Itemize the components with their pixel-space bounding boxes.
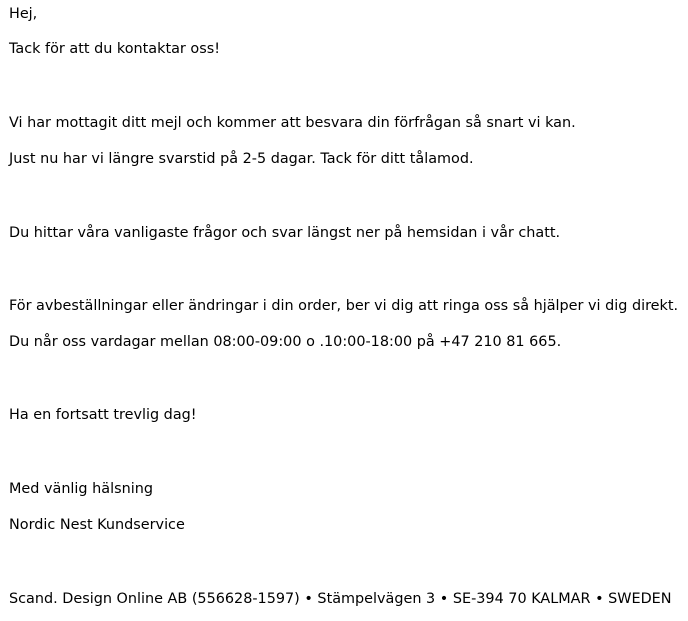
- faq-text: Du hittar våra vanligaste frågor och svar längst ner på hemsidan i vår chatt.: [9, 225, 561, 241]
- thanks-text: Tack för att du kontaktar oss!: [9, 41, 220, 57]
- hours-text: Du når oss vardagar mellan 08:00-09:00 o .10:00-18:00 på +47 210 81 665.: [9, 334, 562, 350]
- wait-time-text: Just nu har vi längre svarstid på 2-5 dagar. Tack för ditt tålamod.: [9, 151, 474, 167]
- footer-address: Scand. Design Online AB (556628-1597) • Stämpelvägen 3 • SE-394 70 KALMAR • SWEDEN: [9, 591, 672, 607]
- signature-text: Nordic Nest Kundservice: [9, 517, 185, 533]
- greeting-text: Hej,: [9, 6, 38, 22]
- signoff-text: Med vänlig hälsning: [9, 481, 153, 497]
- closing-text: Ha en fortsatt trevlig dag!: [9, 407, 197, 423]
- cancellations-text: För avbeställningar eller ändringar i din order, ber vi dig att ringa oss så hjälper vi dig direkt.: [9, 298, 679, 314]
- received-text: Vi har mottagit ditt mejl och kommer att besvara din förfrågan så snart vi kan.: [9, 115, 576, 131]
